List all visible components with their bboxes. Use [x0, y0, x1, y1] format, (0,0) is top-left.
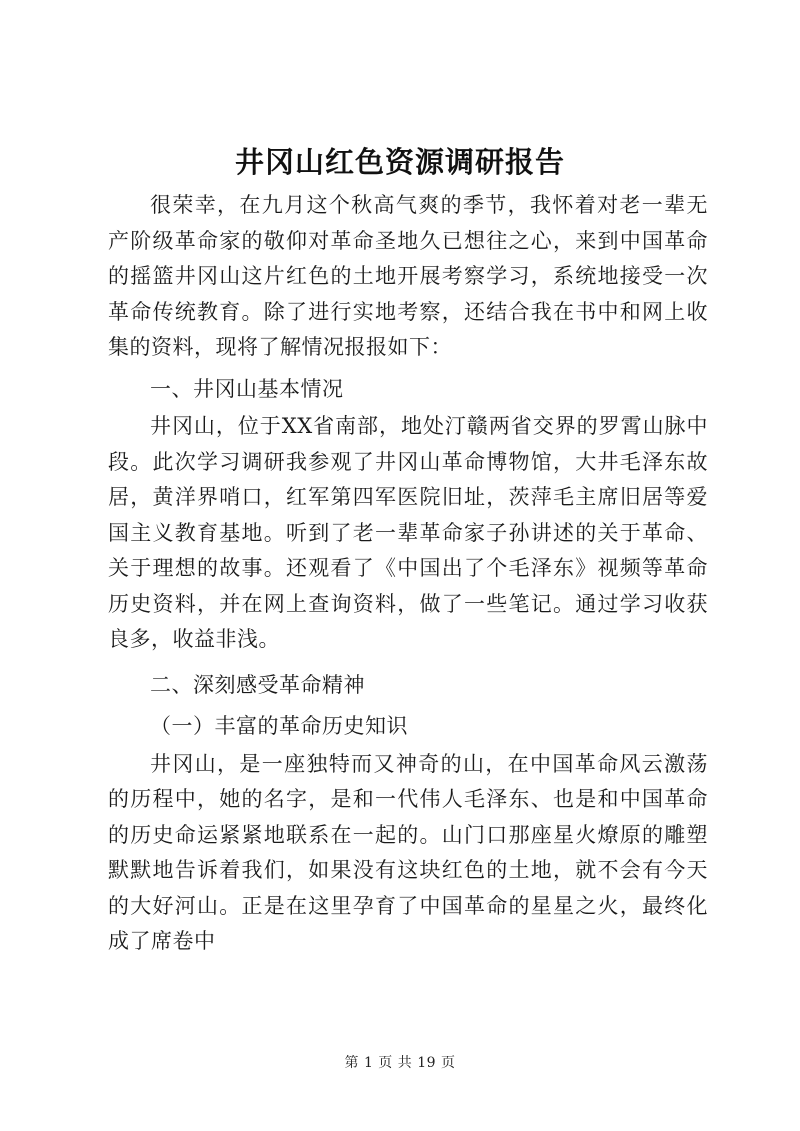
subsection-heading-1: （一）丰富的革命历史知识 — [150, 714, 408, 738]
document-title: 井冈山红色资源调研报告 — [234, 145, 565, 179]
paragraph-basic-info: 井冈山，位于XX省南部，地处汀赣两省交界的罗霄山脉中段。此次学习调研我参观了井冈山革命博物馆，大井毛泽东故居，黄洋界哨口，红军第四军医院旧址，茨萍毛主席旧居等爱国主义教育基地。听到了老一辈革命家子孙讲述的关于革命、关于理想的故事。还观看了《中国出了个毛泽东》视频等革命历史资料，并在网上查询资料，做了一些笔记。通过学习收获良多，收益非浅。 — [108, 414, 708, 651]
page-footer: 第 1 页 共 19 页 — [344, 1055, 456, 1071]
section-heading-1: 一、井冈山基本情况 — [150, 376, 344, 401]
paragraph-history: 井冈山，是一座独特而又神奇的山，在中国革命风云激荡的历程中，她的名字，是和一代伟人毛泽东、也是和中国革命的历史命运紧紧地联系在一起的。山门口那座星火燎原的雕塑默默地告诉着我们，如果没有这块红色的土地，就不会有今天的大好河山。正是在这里孕育了中国革命的星星之火，最终化成了席卷中 — [108, 751, 708, 953]
paragraph-intro: 很荣幸，在九月这个秋高气爽的季节，我怀着对老一辈无产阶级革命家的敬仰对革命圣地久已想往之心，来到中国革命的摇篮井冈山这片红色的土地开展考察学习，系统地接受一次革命传统教育。除了进行实地考察，还结合我在书中和网上收集的资料，现将了解情况报报如下： — [108, 193, 708, 359]
document-body — [108, 188, 708, 960]
section-heading-2: 二、深刻感受革命精神 — [150, 672, 365, 697]
